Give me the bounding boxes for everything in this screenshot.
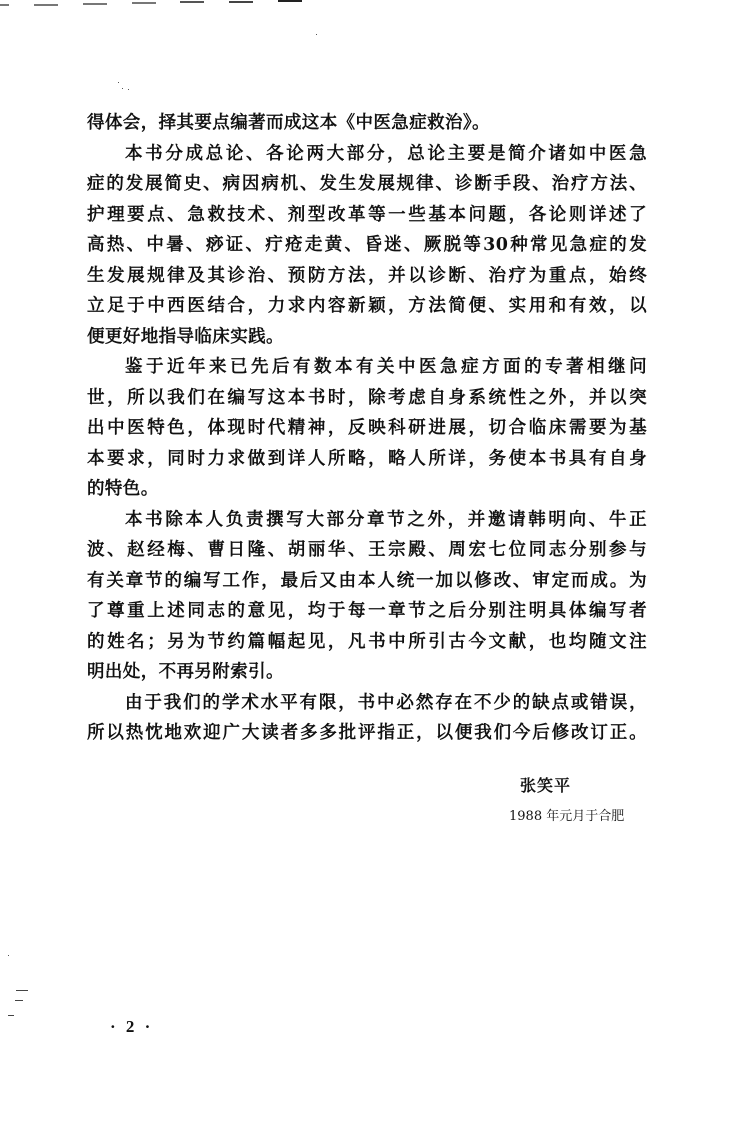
mark bbox=[8, 1015, 14, 1016]
text-line: 的姓名；另为节约篇幅起见，凡书中所引古今文献，也均随文注 bbox=[87, 631, 647, 652]
author-signature: 张笑平 bbox=[520, 776, 572, 795]
text-line: 世，所以我们在编写这本书时，除考虑自身系统性之外，并以突 bbox=[87, 387, 647, 408]
text-line: 由于我们的学术水平有限，书中必然存在不少的缺点或错误， bbox=[125, 692, 647, 713]
text-line: 波、赵经梅、曹日隆、胡丽华、王宗殿、周宏七位同志分别参与 bbox=[87, 540, 647, 560]
text-line: 本要求，同时力求做到详人所略，略人所详，务使本书具有自身 bbox=[87, 448, 647, 469]
scan-speck bbox=[316, 34, 317, 35]
dash bbox=[180, 1, 204, 3]
text-line: 得体会，择其要点编著而成这本《中医急症救治》。 bbox=[87, 113, 490, 133]
page-number: · 2 · bbox=[110, 1017, 154, 1036]
text-line: 便更好地指导临床实践。 bbox=[87, 326, 284, 347]
dash bbox=[132, 2, 156, 4]
text-line: 症的发展简史、病因病机、发生发展规律、诊断手段、治疗方法、 bbox=[87, 174, 647, 194]
text-line: 护理要点、急救技术、剂型改革等一些基本问题，各论则详述了 bbox=[87, 204, 647, 225]
dash bbox=[0, 4, 9, 6]
dash bbox=[229, 1, 253, 3]
date-place-line: 1988 年元月于合肥 bbox=[509, 809, 625, 824]
dash bbox=[278, 0, 302, 2]
mark bbox=[15, 1000, 23, 1001]
text-line: 的特色。 bbox=[87, 479, 159, 499]
document-body bbox=[87, 108, 647, 749]
scan-speck bbox=[122, 88, 123, 89]
text-line: 高热、中暑、痧证、疔疮走黄、昏迷、厥脱等30种常见急症的发 bbox=[87, 235, 647, 255]
scan-edge-dashes bbox=[0, 0, 320, 6]
text-line: 明出处，不再另附索引。 bbox=[87, 662, 284, 682]
text-line: 生发展规律及其诊治、预防方法，并以诊断、治疗为重点，始终 bbox=[87, 265, 647, 286]
scan-artifact-marks bbox=[8, 990, 38, 1030]
text-line: 所以热忱地欢迎广大读者多多批评指正，以便我们今后修改订正。 bbox=[87, 723, 647, 743]
scan-speck bbox=[8, 955, 9, 956]
text-line: 出中医特色，体现时代精神，反映科研进展，切合临床需要为基 bbox=[87, 418, 647, 438]
text-line: 鉴于近年来已先后有数本有关中医急症方面的专著相继问 bbox=[125, 357, 647, 377]
text-line: 本书除本人负责撰写大部分章节之外，并邀请韩明向、牛正 bbox=[125, 509, 647, 530]
text-line: 了尊重上述同志的意见，均于每一章节之后分别注明具体编写者 bbox=[87, 601, 647, 621]
dash bbox=[34, 4, 58, 6]
mark bbox=[16, 990, 28, 991]
text-line: 立足于中西医结合，力求内容新颖，方法简便、实用和有效，以 bbox=[87, 296, 647, 316]
scan-speck bbox=[128, 89, 129, 90]
text-line: 本书分成总论、各论两大部分，总论主要是简介诸如中医急 bbox=[125, 143, 647, 164]
text-line: 有关章节的编写工作，最后又由本人统一加以修改、审定而成。为 bbox=[87, 570, 647, 591]
scan-speck bbox=[118, 82, 119, 83]
dash bbox=[83, 3, 107, 5]
